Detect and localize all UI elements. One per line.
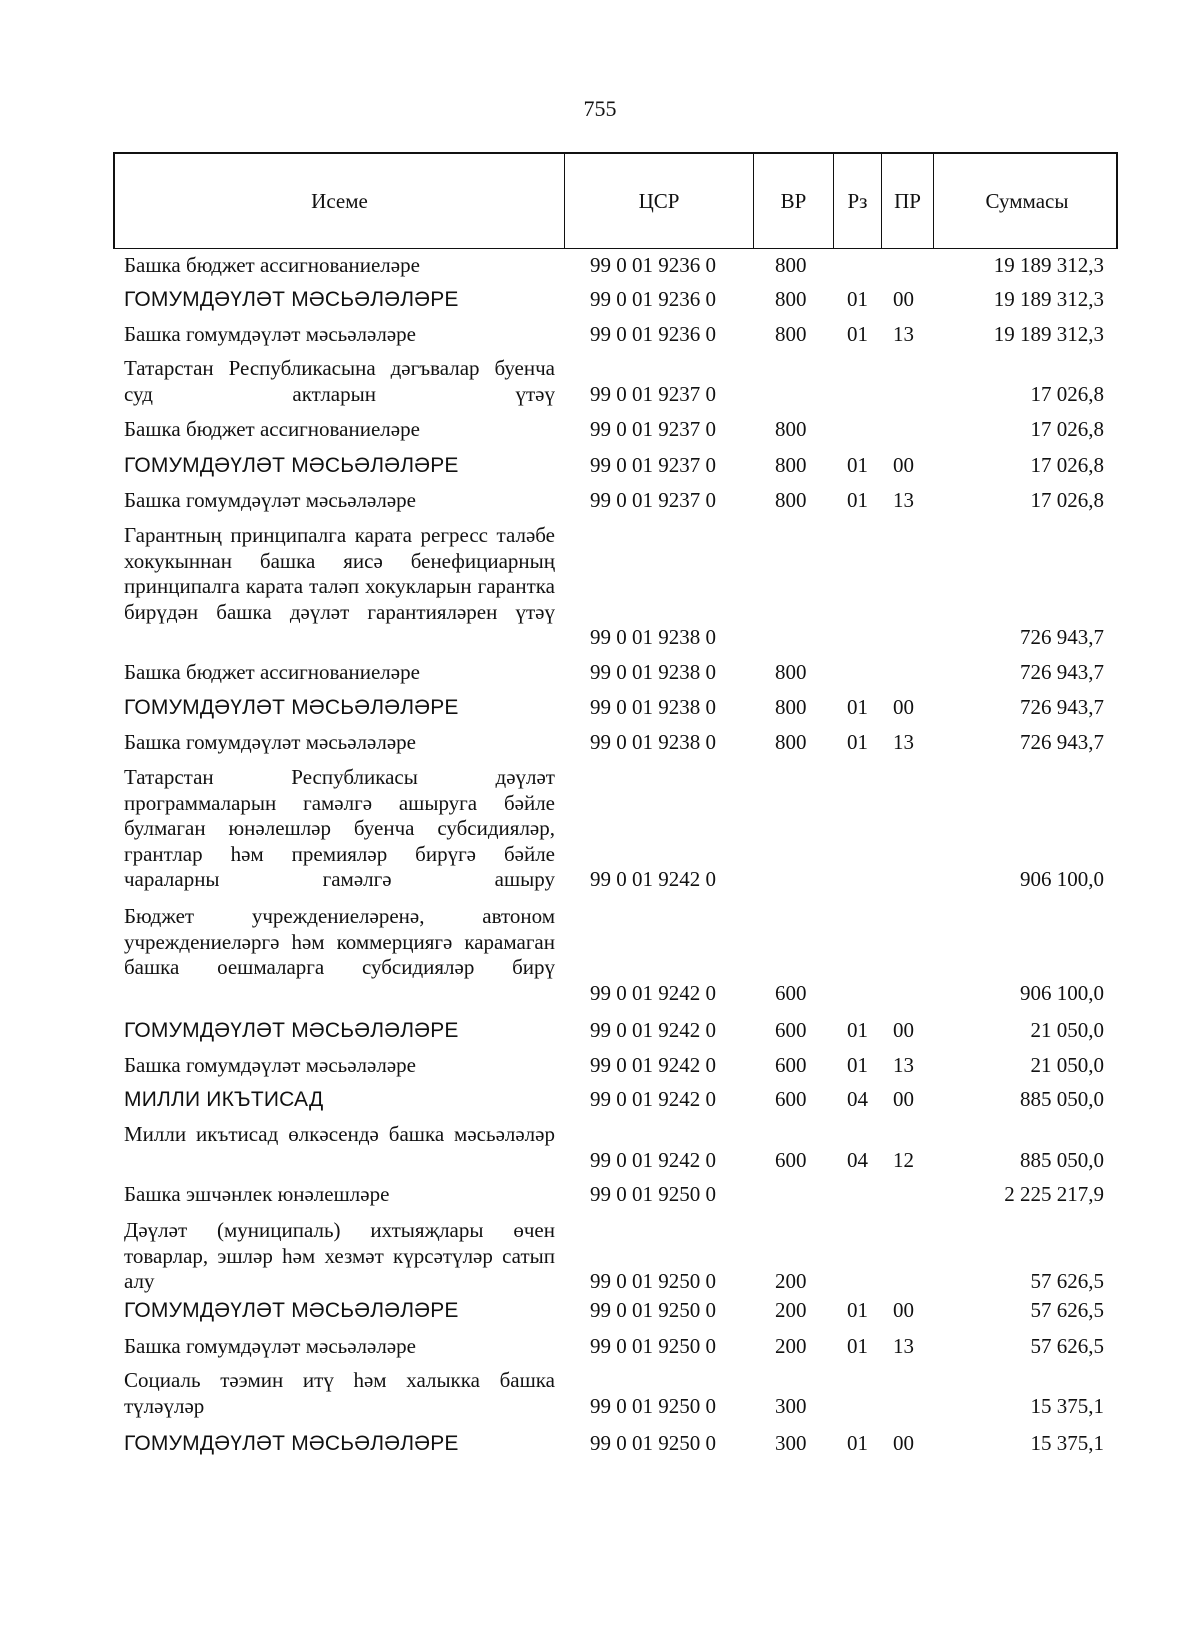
table-row xyxy=(0,904,1200,1006)
row-sum: 906 100,0 xyxy=(1020,980,1104,1005)
table-row xyxy=(0,1334,1200,1360)
table-row xyxy=(0,1298,1200,1324)
row-vr: 200 xyxy=(775,1334,807,1358)
table-row xyxy=(0,1087,1200,1113)
row-csr: 99 0 01 9237 0 xyxy=(590,488,716,512)
row-name: Бюджет учреждениеләренә, автоном учреждениеләргә һәм коммерциягә карамаган башка оешмаларга субсидияләр бирү xyxy=(124,904,555,979)
row-pr: 00 xyxy=(893,1018,914,1042)
row-pr: 00 xyxy=(893,1298,914,1322)
row-sum: 17 026,8 xyxy=(1030,417,1104,441)
row-pr: 00 xyxy=(893,695,914,719)
row-sum: 21 050,0 xyxy=(1030,1053,1104,1077)
header-sum: Суммасы xyxy=(933,154,1120,248)
row-sum: 726 943,7 xyxy=(1020,730,1104,754)
row-sum: 17 026,8 xyxy=(1030,381,1104,406)
row-csr: 99 0 01 9236 0 xyxy=(590,322,716,346)
row-vr: 800 xyxy=(775,253,807,277)
table-row xyxy=(0,417,1200,443)
row-rz: 01 xyxy=(847,1334,868,1358)
row-csr: 99 0 01 9250 0 xyxy=(590,1393,716,1418)
row-name: Татарстан Республикасына дәгъвалар буенча суд актларын үтәү xyxy=(124,356,555,406)
row-vr: 300 xyxy=(775,1431,807,1455)
row-name: Гарантның принципалга карата регресс таләбе хокукыннан башка яисә бенефициарның принципалга карата таләп хокукларын гарантка бирүдән башка дәүләт гарантияләрен үтәү xyxy=(124,523,555,624)
row-rz: 01 xyxy=(847,322,868,346)
table-row xyxy=(0,253,1200,279)
row-rz: 04 xyxy=(847,1147,868,1172)
table-row xyxy=(0,660,1200,686)
table-row xyxy=(0,695,1200,721)
table-row xyxy=(0,1018,1200,1044)
row-sum: 57 626,5 xyxy=(1030,1269,1104,1293)
row-pr: 00 xyxy=(893,453,914,477)
row-vr: 800 xyxy=(775,453,807,477)
row-name: Башка гомумдәүләт мәсьәләләре xyxy=(124,730,416,754)
row-sum: 15 375,1 xyxy=(1030,1393,1104,1418)
row-sum: 57 626,5 xyxy=(1030,1298,1104,1322)
row-sum: 57 626,5 xyxy=(1030,1334,1104,1358)
row-sum: 885 050,0 xyxy=(1020,1147,1104,1172)
row-csr: 99 0 01 9237 0 xyxy=(590,453,716,477)
row-pr: 00 xyxy=(893,287,914,311)
table-row xyxy=(0,287,1200,313)
page-number: 755 xyxy=(583,96,617,121)
row-sum: 19 189 312,3 xyxy=(993,253,1104,277)
row-csr: 99 0 01 9236 0 xyxy=(590,287,716,311)
row-csr: 99 0 01 9238 0 xyxy=(590,660,716,684)
row-rz: 01 xyxy=(847,287,868,311)
row-sum: 885 050,0 xyxy=(1020,1087,1104,1111)
row-csr: 99 0 01 9250 0 xyxy=(590,1182,716,1206)
row-sum: 17 026,8 xyxy=(1030,453,1104,477)
table-row xyxy=(0,356,1200,407)
table-row xyxy=(0,523,1200,651)
row-csr: 99 0 01 9242 0 xyxy=(590,1018,716,1042)
row-csr: 99 0 01 9242 0 xyxy=(590,1147,716,1172)
row-name: Татарстан Республикасы дәүләт программаларын гамәлгә ашыруга бәйле булмаган юнәлешләр буенча субсидияләр, грантлар һәм премияләр бирүгә бәйле чараларны гамәлгә ашыру xyxy=(124,765,555,891)
row-sum: 21 050,0 xyxy=(1030,1018,1104,1042)
row-rz: 01 xyxy=(847,730,868,754)
table-row xyxy=(0,1431,1200,1457)
row-name: Башка бюджет ассигнованиеләре xyxy=(124,417,420,441)
row-csr: 99 0 01 9242 0 xyxy=(590,1087,716,1111)
row-rz: 01 xyxy=(847,1431,868,1455)
row-vr: 800 xyxy=(775,287,807,311)
header-name: Исеме xyxy=(311,188,368,213)
row-vr: 300 xyxy=(775,1393,807,1418)
row-sum: 726 943,7 xyxy=(1020,625,1104,649)
row-pr: 13 xyxy=(893,1334,914,1358)
table-row xyxy=(0,1218,1200,1295)
row-sum: 726 943,7 xyxy=(1020,695,1104,719)
row-rz: 01 xyxy=(847,1053,868,1077)
table-row xyxy=(0,1053,1200,1079)
row-vr: 600 xyxy=(775,1018,807,1042)
row-name: ГОМУМДӘҮЛӘТ МӘСЬӘЛӘЛӘРЕ xyxy=(124,454,459,477)
row-sum: 19 189 312,3 xyxy=(993,287,1104,311)
row-sum: 19 189 312,3 xyxy=(993,322,1104,346)
header-rz: Рз xyxy=(833,154,881,248)
row-name: Башка бюджет ассигнованиеләре xyxy=(124,660,420,684)
row-csr: 99 0 01 9237 0 xyxy=(590,381,716,406)
table-row xyxy=(0,488,1200,514)
row-name: ГОМУМДӘҮЛӘТ МӘСЬӘЛӘЛӘРЕ xyxy=(124,288,459,311)
row-vr: 600 xyxy=(775,1147,807,1172)
table-row xyxy=(0,765,1200,893)
row-pr: 13 xyxy=(893,322,914,346)
row-vr: 800 xyxy=(775,417,807,441)
row-vr: 800 xyxy=(775,322,807,346)
row-name: Башка эшчәнлек юнәлешләре xyxy=(124,1182,390,1206)
row-name: Милли икътисад өлкәсендә башка мәсьәләләр xyxy=(124,1122,555,1146)
row-pr: 12 xyxy=(893,1147,914,1172)
table-row xyxy=(0,322,1200,348)
row-pr: 13 xyxy=(893,730,914,754)
row-vr: 200 xyxy=(775,1298,807,1322)
row-sum: 15 375,1 xyxy=(1030,1431,1104,1455)
row-pr: 13 xyxy=(893,1053,914,1077)
row-name: Башка гомумдәүләт мәсьәләләре xyxy=(124,322,416,346)
row-csr: 99 0 01 9237 0 xyxy=(590,417,716,441)
row-csr: 99 0 01 9238 0 xyxy=(590,695,716,719)
row-pr: 00 xyxy=(893,1431,914,1455)
row-name: Социаль тәэмин итү һәм халыкка башка түләүләр xyxy=(124,1368,555,1418)
row-sum: 726 943,7 xyxy=(1020,660,1104,684)
row-csr: 99 0 01 9238 0 xyxy=(590,625,716,649)
table-row xyxy=(0,730,1200,756)
row-rz: 01 xyxy=(847,453,868,477)
row-vr: 200 xyxy=(775,1269,807,1293)
row-csr: 99 0 01 9250 0 xyxy=(590,1431,716,1455)
row-pr: 13 xyxy=(893,488,914,512)
row-vr: 600 xyxy=(775,1087,807,1111)
row-rz: 01 xyxy=(847,1298,868,1322)
table-row xyxy=(0,1182,1200,1208)
row-csr: 99 0 01 9242 0 xyxy=(590,867,716,891)
row-vr: 800 xyxy=(775,695,807,719)
row-vr: 600 xyxy=(775,980,807,1005)
row-vr: 600 xyxy=(775,1053,807,1077)
row-pr: 00 xyxy=(893,1087,914,1111)
table-row xyxy=(0,1368,1200,1419)
header-vr: ВР xyxy=(753,154,833,248)
row-name: Башка гомумдәүләт мәсьәләләре xyxy=(124,488,416,512)
row-rz: 01 xyxy=(847,1018,868,1042)
row-rz: 01 xyxy=(847,488,868,512)
row-name: МИЛЛИ ИКЪТИСАД xyxy=(124,1088,324,1111)
row-rz: 04 xyxy=(847,1087,868,1111)
header-pr: ПР xyxy=(881,154,933,248)
row-name: ГОМУМДӘҮЛӘТ МӘСЬӘЛӘЛӘРЕ xyxy=(124,696,459,719)
row-rz: 01 xyxy=(847,695,868,719)
header-csr: ЦСР xyxy=(564,154,753,248)
row-name: Башка гомумдәүләт мәсьәләләре xyxy=(124,1334,416,1358)
table-row xyxy=(0,1122,1200,1173)
row-sum: 17 026,8 xyxy=(1030,488,1104,512)
row-csr: 99 0 01 9238 0 xyxy=(590,730,716,754)
row-name: Башка гомумдәүләт мәсьәләләре xyxy=(124,1053,416,1077)
table-row xyxy=(0,453,1200,479)
row-name: ГОМУМДӘҮЛӘТ МӘСЬӘЛӘЛӘРЕ xyxy=(124,1019,459,1042)
row-csr: 99 0 01 9236 0 xyxy=(590,253,716,277)
row-sum: 906 100,0 xyxy=(1020,867,1104,891)
row-name: Башка бюджет ассигнованиеләре xyxy=(124,253,420,277)
row-vr: 800 xyxy=(775,488,807,512)
row-csr: 99 0 01 9242 0 xyxy=(590,1053,716,1077)
row-sum: 2 225 217,9 xyxy=(1004,1182,1104,1206)
row-name: ГОМУМДӘҮЛӘТ МӘСЬӘЛӘЛӘРЕ xyxy=(124,1432,459,1455)
row-csr: 99 0 01 9250 0 xyxy=(590,1269,716,1293)
row-csr: 99 0 01 9250 0 xyxy=(590,1334,716,1358)
row-vr: 800 xyxy=(775,660,807,684)
row-name: ГОМУМДӘҮЛӘТ МӘСЬӘЛӘЛӘРЕ xyxy=(124,1299,459,1322)
row-csr: 99 0 01 9242 0 xyxy=(590,980,716,1005)
row-name: Дәүләт (муниципаль) ихтыяҗлары өчен товарлар, эшләр һәм хезмәт күрсәтүләр сатып алу xyxy=(124,1218,555,1293)
row-csr: 99 0 01 9250 0 xyxy=(590,1298,716,1322)
row-vr: 800 xyxy=(775,730,807,754)
